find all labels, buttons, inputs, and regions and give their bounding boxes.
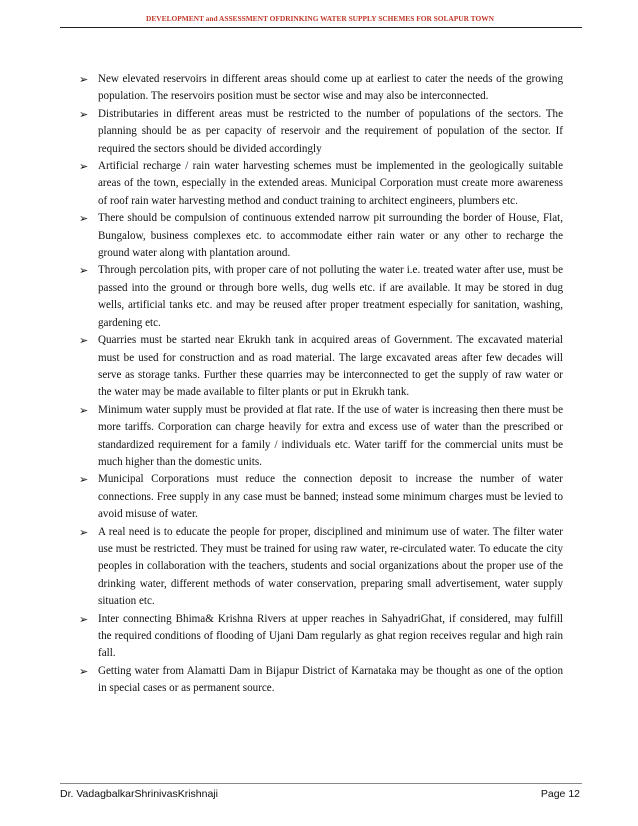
list-item-text: Distributaries in different areas must be restricted to the number of populations of the sectors. The planning should be as per capacity of reservoir and the requirement of population of the sector. If required the sectors should be divided accordingly xyxy=(98,107,563,155)
list-item-text: New elevated reservoirs in different areas should come up at earliest to cater the needs of the growing population. The reservoirs position must be sector wise and may also be interconnected. xyxy=(98,73,563,103)
list-item xyxy=(79,471,563,523)
running-header: DEVELOPMENT and ASSESSMENT OFDRINKING WATER SUPPLY SCHEMES FOR SOLAPUR TOWN xyxy=(146,14,494,23)
list-item xyxy=(79,332,563,402)
list-item xyxy=(79,402,563,472)
list-item-text: Minimum water supply must be provided at flat rate. If the use of water is increasing then there must be more tariffs. Corporation can charge heavily for extra and excess use of water than the prescribed or standardized requirement for a family / individuals etc. Water tariff for the commercial units must be much higher than the domestic units. xyxy=(98,403,563,468)
footer-author: Dr. VadagbalkarShrinivasKrishnaji xyxy=(60,788,218,800)
list-item xyxy=(79,611,563,663)
arrowhead-bullet-icon: ➢ xyxy=(79,160,89,174)
list-item xyxy=(79,158,563,210)
list-item-text: Artificial recharge / rain water harvesting schemes must be implemented in the geologically suitable areas of the town, especially in the extended areas. Municipal Corporation must create more awareness of roof rain water harvesting method and conduct training to architect engineers, plumbers etc. xyxy=(98,160,563,207)
header-rule xyxy=(60,27,582,28)
list-item-text: A real need is to educate the people for proper, disciplined and minimum use of water. The filter water use must be restricted. They must be trained for using raw water, re-circulated water. To educate the city peoples in collaboration with the teachers, students and social organizations about the proper use of the drinking water, different methods of water conservation, preparing small advertisement, water supply situation etc. xyxy=(98,525,563,608)
list-item xyxy=(79,663,563,698)
footer-rule xyxy=(60,783,582,784)
arrowhead-bullet-icon: ➢ xyxy=(79,525,89,539)
list-item-text: Municipal Corporations must reduce the connection deposit to increase the number of water connections. Free supply in any case must be banned; instead some minimum charges must be levied to avoid misuse of water. xyxy=(98,473,563,521)
list-item-text: Getting water from Alamatti Dam in Bijapur District of Karnataka may be thought as one of the option in special cases or as permanent source. xyxy=(98,664,563,695)
list-item xyxy=(79,106,563,158)
arrowhead-bullet-icon: ➢ xyxy=(79,612,89,626)
arrowhead-bullet-icon: ➢ xyxy=(79,334,89,348)
arrowhead-bullet-icon: ➢ xyxy=(79,212,89,226)
page-number: Page 12 xyxy=(540,788,580,800)
list-item xyxy=(79,524,563,611)
list-item-text: Through percolation pits, with proper care of not polluting the water i.e. treated water after use, must be passed into the ground or through bore wells, dug wells etc. if are available. It may be stored in dug wells, artificial tanks etc. and may be reused after proper treatment especially for sanitation, washing, gardening etc. xyxy=(98,264,563,329)
recommendation-list xyxy=(79,71,563,698)
arrowhead-bullet-icon: ➢ xyxy=(79,264,89,278)
list-item-text: Inter connecting Bhima& Krishna Rivers at upper reaches in SahyadriGhat, if considered, may fulfill the required conditions of flooding of Ujani Dam regularly as ghat region receives regular and high rain fall. xyxy=(98,612,563,660)
list-item xyxy=(79,262,563,332)
main-content xyxy=(79,71,563,698)
arrowhead-bullet-icon: ➢ xyxy=(79,664,89,678)
list-item-text: There should be compulsion of continuous extended narrow pit surrounding the border of House, Flat, Bungalow, business complexes etc. to accommodate either rain water or any other to recharge the ground water along with plantation around. xyxy=(98,212,563,260)
list-item xyxy=(79,210,563,262)
arrowhead-bullet-icon: ➢ xyxy=(79,107,89,121)
arrowhead-bullet-icon: ➢ xyxy=(79,73,89,86)
arrowhead-bullet-icon: ➢ xyxy=(79,403,89,417)
arrowhead-bullet-icon: ➢ xyxy=(79,473,89,487)
list-item xyxy=(79,71,563,106)
list-item-text: Quarries must be started near Ekrukh tank in acquired areas of Government. The excavated material must be used for construction and as road material. The large excavated areas after few decades will serve as storage tanks. Further these quarries may be interconnected to get the supply of raw water or the water may be made available to filter plants or put in Ekrukh tank. xyxy=(98,334,563,399)
